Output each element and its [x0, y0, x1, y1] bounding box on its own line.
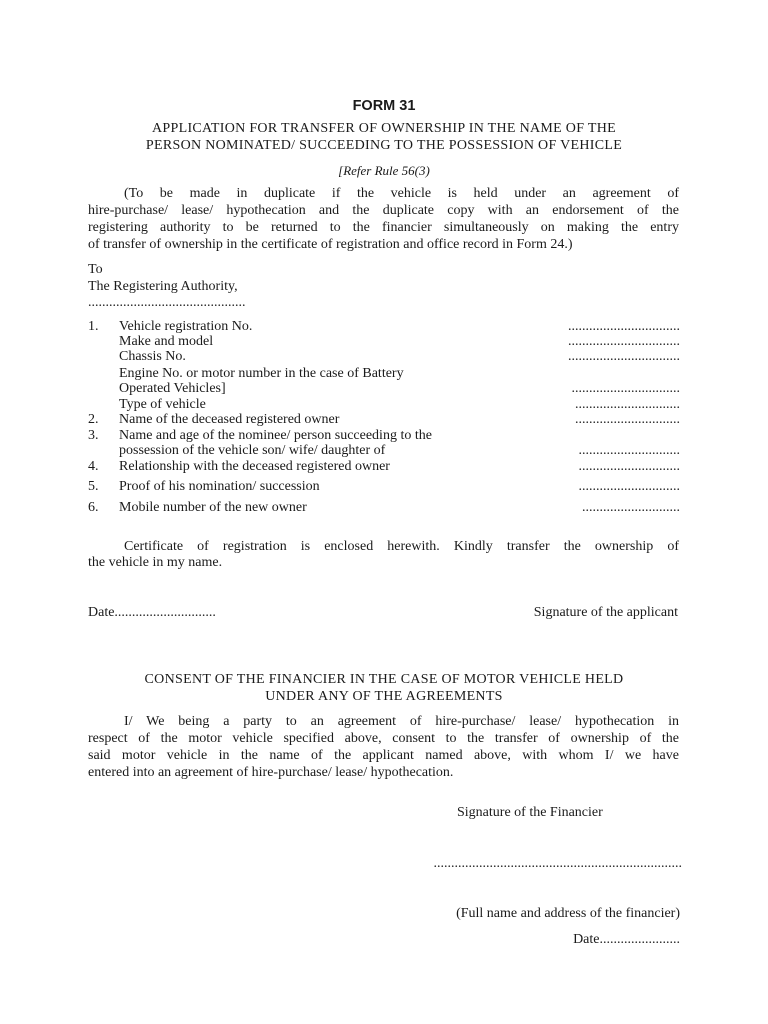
item-label: Relationship with the deceased registered owner — [119, 459, 390, 474]
item-label: Engine No. or motor number in the case of Battery — [119, 366, 404, 381]
item-label: Vehicle registration No. — [119, 319, 253, 334]
item-number: 6. — [88, 500, 99, 515]
consent-line-1: I/ We being a party to an agreement of hire-purchase/ lease/ hypothecation in — [124, 714, 679, 729]
applicant-signature-label: Signature of the applicant — [533, 605, 678, 620]
item-number: 2. — [88, 412, 99, 427]
rule-reference: [Refer Rule 56(3) — [338, 163, 430, 178]
form-heading-line-2: PERSON NOMINATED/ SUCCEEDING TO THE POSSESSION OF VEHICLE — [145, 138, 623, 153]
item-number: 5. — [88, 479, 99, 494]
item-fill-blank[interactable]: ................................ — [568, 334, 680, 349]
consent-line-2: respect of the motor vehicle specified above, consent to the transfer of ownership of the — [88, 731, 679, 746]
item-label: Make and model — [119, 334, 214, 349]
item-fill-blank[interactable]: ................................ — [568, 319, 680, 334]
item-label: Name of the deceased registered owner — [119, 412, 340, 427]
item-fill-blank[interactable]: ............................... — [571, 381, 680, 396]
address-to: To — [88, 262, 103, 277]
intro-line-4: of transfer of ownership in the certificate of registration and office record in Form 24.) — [88, 237, 573, 252]
financier-blank-line[interactable]: ....................................................................... — [433, 856, 682, 871]
financier-name-address-label: (Full name and address of the financier) — [456, 906, 680, 921]
item-label: Name and age of the nominee/ person succeeding to the — [119, 428, 432, 443]
item-label: possession of the vehicle son/ wife/ daughter of — [119, 443, 386, 458]
item-fill-blank[interactable]: ............................. — [578, 459, 680, 474]
item-label: Chassis No. — [119, 349, 186, 364]
consent-heading-line-2: UNDER ANY OF THE AGREEMENTS — [265, 689, 503, 704]
item-fill-blank[interactable]: ............................ — [582, 500, 680, 515]
item-fill-blank[interactable]: .............................. — [575, 412, 680, 427]
item-number: 3. — [88, 428, 99, 443]
item-number: 4. — [88, 459, 99, 474]
consent-heading-line-1: CONSENT OF THE FINANCIER IN THE CASE OF MOTOR VEHICLE HELD — [144, 672, 624, 687]
item-label: Type of vehicle — [119, 397, 206, 412]
item-label: Proof of his nomination/ succession — [119, 479, 320, 494]
consent-line-4: entered into an agreement of hire-purchase/ lease/ hypothecation. — [88, 765, 454, 780]
item-fill-blank[interactable]: .............................. — [575, 397, 680, 412]
item-number: 1. — [88, 319, 99, 334]
consent-line-3: said motor vehicle in the name of the applicant named above, with whom I/ we have — [88, 748, 679, 763]
intro-line-2: hire-purchase/ lease/ hypothecation and the duplicate copy with an endorsement of the — [88, 203, 679, 218]
form-title: FORM 31 — [352, 98, 416, 114]
intro-line-1: (To be made in duplicate if the vehicle is held under an agreement of — [124, 186, 679, 201]
item-fill-blank[interactable]: ............................. — [578, 443, 680, 458]
applicant-date-field[interactable]: Date............................. — [88, 605, 216, 620]
address-blank: ............................................. — [88, 295, 246, 310]
address-authority: The Registering Authority, — [88, 279, 238, 294]
financier-date-field[interactable]: Date....................... — [573, 932, 680, 947]
form-heading-line-1: APPLICATION FOR TRANSFER OF OWNERSHIP IN THE NAME OF THE — [152, 121, 616, 136]
item-fill-blank[interactable]: ................................ — [568, 349, 680, 364]
item-fill-blank[interactable]: ............................. — [578, 479, 680, 494]
intro-line-3: registering authority to be returned to the financier simultaneously on making the entry — [88, 220, 679, 235]
item-label: Mobile number of the new owner — [119, 500, 307, 515]
financier-signature-label: Signature of the Financier — [457, 805, 603, 820]
certificate-line-2: the vehicle in my name. — [88, 555, 223, 570]
item-label: Operated Vehicles] — [119, 381, 226, 396]
certificate-line-1: Certificate of registration is enclosed herewith. Kindly transfer the ownership of — [124, 539, 679, 554]
